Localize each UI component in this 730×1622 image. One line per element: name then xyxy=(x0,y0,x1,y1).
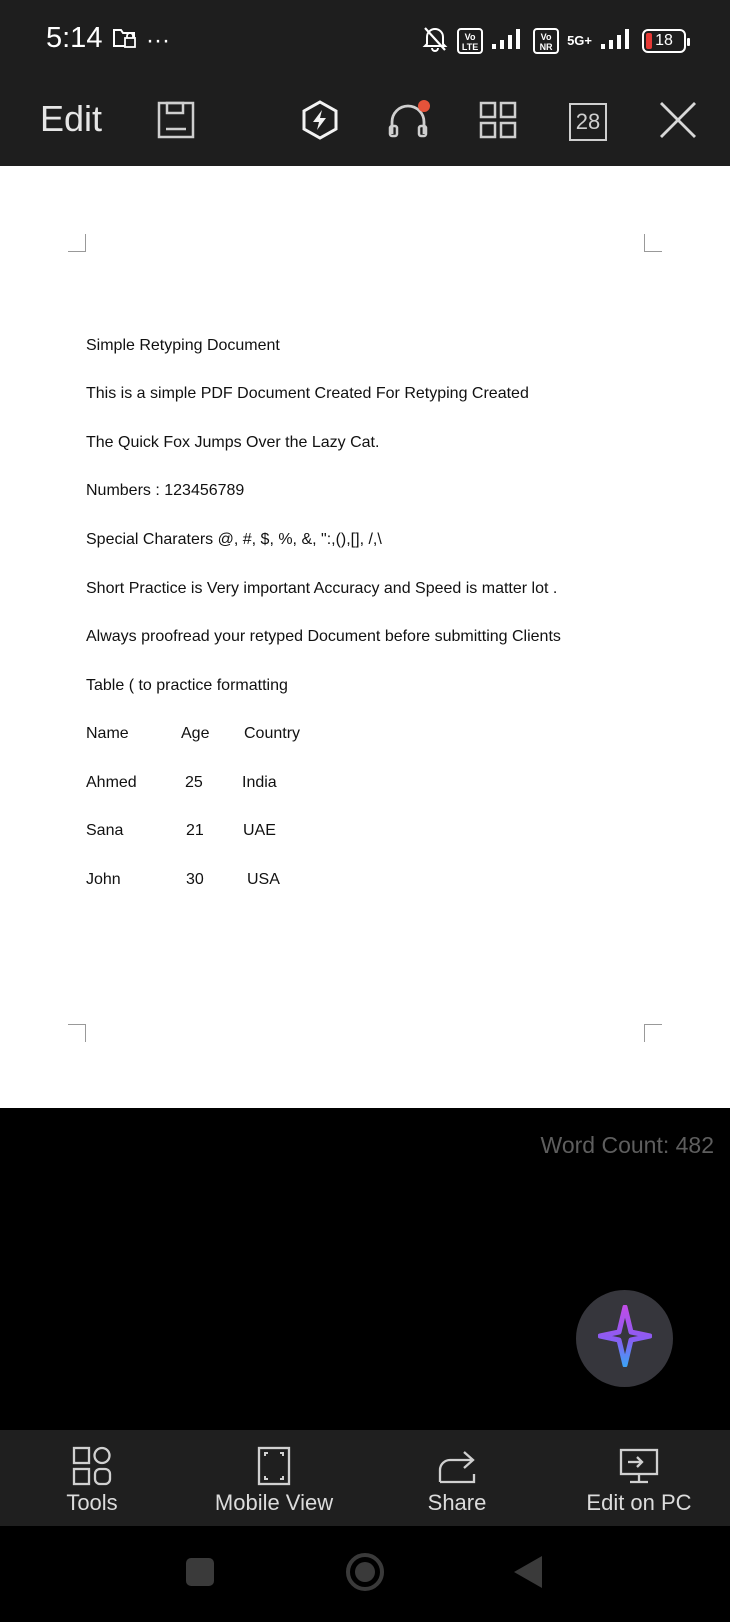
notification-dot xyxy=(418,100,430,112)
save-icon xyxy=(156,100,196,145)
status-right-icons xyxy=(421,24,686,57)
doc-line: Short Practice is Very important Accuracy and Speed is matter lot . xyxy=(86,580,558,597)
bell-muted-icon xyxy=(421,24,449,57)
page-count-icon xyxy=(569,103,607,141)
lightning-icon xyxy=(299,99,341,146)
read-aloud-button[interactable] xyxy=(382,96,434,148)
save-button[interactable] xyxy=(150,96,202,148)
close-button[interactable] xyxy=(652,96,704,148)
share-button[interactable] xyxy=(400,1430,514,1526)
tools-label: Tools xyxy=(66,1490,118,1515)
status-time: 5:14 xyxy=(46,22,103,54)
table-cell: John xyxy=(86,871,121,888)
word-count: Word Count: 482 xyxy=(540,1132,714,1158)
home-button[interactable] xyxy=(339,1548,391,1600)
grid-view-button[interactable] xyxy=(472,96,524,148)
mobile-view-icon xyxy=(257,1444,291,1488)
recents-icon xyxy=(185,1557,215,1592)
top-toolbar xyxy=(0,82,730,166)
table-cell: Ahmed xyxy=(86,774,137,791)
document-page[interactable] xyxy=(0,166,730,1108)
doc-line: Table ( to practice formatting xyxy=(86,677,288,694)
battery-level: 18 xyxy=(655,31,673,49)
crop-mark xyxy=(68,234,86,252)
close-icon xyxy=(658,100,698,145)
battery-icon xyxy=(642,29,686,53)
vonr-badge: Vo NR xyxy=(533,28,559,54)
doc-line: Always proofread your retyped Document before submitting Clients xyxy=(86,628,561,645)
table-cell: USA xyxy=(247,871,280,888)
network-type: 5G+ xyxy=(567,32,592,48)
table-cell: 25 xyxy=(185,774,203,791)
doc-line: This is a simple PDF Document Created For Retyping Created xyxy=(86,385,529,402)
home-icon xyxy=(345,1552,385,1597)
crop-mark xyxy=(68,1024,86,1042)
share-label: Share xyxy=(427,1490,487,1515)
tools-button[interactable] xyxy=(30,1430,154,1526)
back-icon xyxy=(512,1554,544,1595)
page-count-button[interactable] xyxy=(562,96,614,148)
doc-line: Simple Retyping Document xyxy=(86,337,280,354)
status-bar xyxy=(0,0,730,82)
grid-icon xyxy=(478,100,518,145)
doc-line: The Quick Fox Jumps Over the Lazy Cat. xyxy=(86,434,380,451)
recents-button[interactable] xyxy=(174,1548,226,1600)
ai-assistant-button[interactable] xyxy=(576,1290,673,1387)
table-header-country: Country xyxy=(244,725,301,742)
status-left-icons xyxy=(112,26,170,55)
table-cell: Sana xyxy=(86,822,124,839)
mobile-view-button[interactable] xyxy=(202,1430,346,1526)
folder-lock-icon xyxy=(112,26,138,55)
table-header-name: Name xyxy=(86,725,129,742)
page-count: 28 xyxy=(575,109,601,134)
edit-on-pc-button[interactable] xyxy=(574,1430,704,1526)
volte-badge: Vo LTE xyxy=(457,28,483,54)
quick-action-button[interactable] xyxy=(294,96,346,148)
tools-icon xyxy=(72,1444,112,1488)
table-cell: UAE xyxy=(243,822,276,839)
edit-on-pc-icon xyxy=(618,1444,660,1488)
more-dots: ··· xyxy=(146,26,170,54)
edit-on-pc-label: Edit on PC xyxy=(586,1490,692,1515)
doc-line: Special Charaters @, #, $, %, &, ":,(),[], /,\ xyxy=(86,531,382,548)
signal-icon xyxy=(491,26,525,55)
share-icon xyxy=(436,1444,478,1488)
doc-line: Numbers : 123456789 xyxy=(86,482,245,499)
bottom-toolbar xyxy=(0,1430,730,1526)
signal-icon-2 xyxy=(600,26,634,55)
crop-mark xyxy=(644,1024,662,1042)
mobile-view-label: Mobile View xyxy=(214,1490,334,1515)
crop-mark xyxy=(644,234,662,252)
edit-button[interactable]: Edit xyxy=(40,98,103,139)
back-button[interactable] xyxy=(502,1548,554,1600)
table-header-age: Age xyxy=(181,725,210,742)
table-cell: India xyxy=(242,774,277,791)
system-navigation-bar xyxy=(0,1526,730,1622)
table-cell: 21 xyxy=(186,822,204,839)
sparkle-icon xyxy=(598,1305,652,1372)
table-cell: 30 xyxy=(186,871,204,888)
